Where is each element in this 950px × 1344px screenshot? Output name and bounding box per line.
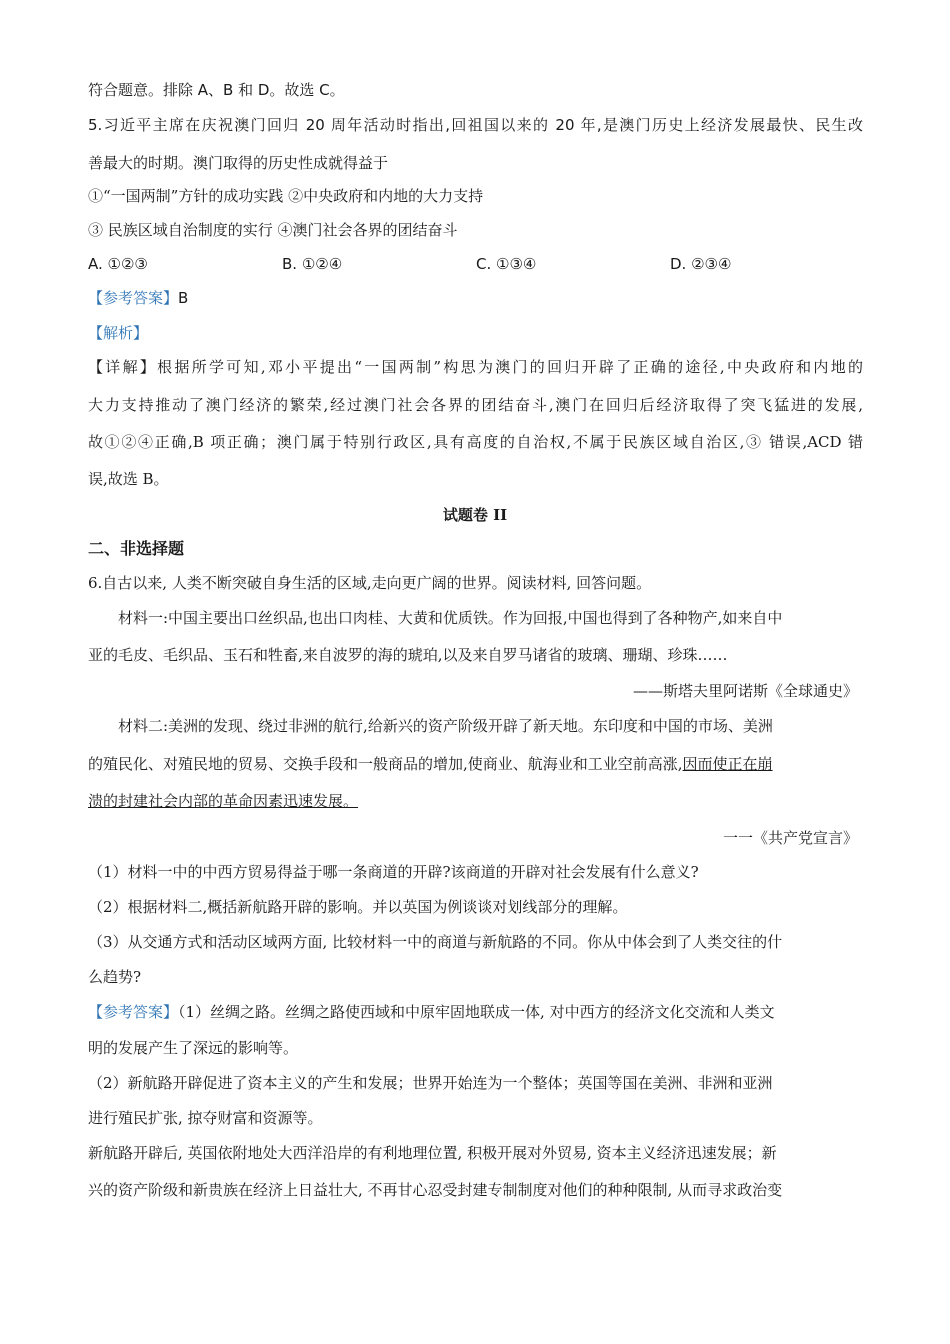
q5-stem-line-1: 5.习近平主席在庆祝澳门回归 20 周年活动时指出,回祖国以来的 20 年,是澳门历史上经济发展最快、民生改	[88, 116, 863, 134]
q5-option-a: A. ①②③	[88, 255, 148, 273]
q5-options	[88, 254, 863, 274]
part-title: 二、非选择题	[88, 539, 185, 558]
detail-text: 根据所学可知,邓小平提出“一国两制”构思为澳门的回归开辟了正确的途径,中央政府和内地的	[157, 358, 863, 376]
q6-answer-1-line-1	[88, 1002, 775, 1022]
q5-answer	[88, 288, 188, 308]
q6-subquestion-1: （1）材料一中的中西方贸易得益于哪一条商道的开辟?该商道的开辟对社会发展有什么意义?	[88, 863, 699, 881]
answer-value: B	[178, 289, 189, 307]
q5-stem-line-2: 善最大的时期。澳门取得的历史性成就得益于	[88, 154, 389, 172]
q6-answer-2-line-2: 进行殖民扩张, 掠夺财富和资源等。	[88, 1109, 323, 1127]
q6-answer-1-line-2: 明的发展产生了深远的影响等。	[88, 1039, 299, 1057]
q6-material-1-line-2: 亚的毛皮、毛织品、玉石和牲畜,来自波罗的海的琥珀,以及来自罗马诸省的玻璃、珊瑚、珍珠……	[88, 646, 728, 664]
q6-material-2-line-1: 材料二:美洲的发现、绕过非洲的航行,给新兴的资产阶级开辟了新天地。东印度和中国的市场、美洲	[118, 717, 773, 735]
q5-items-line-2: ③ 民族区域自治制度的实行 ④澳门社会各界的团结奋斗	[88, 221, 458, 239]
q5-detail-line-1	[88, 357, 863, 377]
material-2-plain-text: 的殖民化、对殖民地的贸易、交换手段和一般商品的增加,使商业、航海业和工业空前高涨,	[88, 755, 683, 773]
q6-subquestion-2: （2）根据材料二,概括新航路开辟的影响。并以英国为例谈谈对划线部分的理解。	[88, 898, 628, 916]
q6-stem: 6.自古以来, 人类不断突破自身生活的区域,走向更广阔的世界。阅读材料, 回答问题。	[88, 574, 652, 592]
q5-option-c: C. ①③④	[476, 255, 537, 273]
answer-label: 【参考答案】	[88, 289, 179, 307]
q6-answer-2-line-3: 新航路开辟后, 英国依附地处大西洋沿岸的有利地理位置, 积极开展对外贸易, 资本主义经济迅速发展；新	[88, 1144, 777, 1162]
answer-text: （1）丝绸之路。丝绸之路使西域和中原牢固地联成一体, 对中西方的经济文化交流和人类文	[178, 1003, 775, 1021]
detail-label: 【详解】	[88, 358, 158, 376]
q6-answer-2-line-1: （2）新航路开辟促进了资本主义的产生和发展；世界开始连为一个整体；英国等国在美洲、非洲和亚洲	[88, 1074, 773, 1092]
q6-material-2-line-3: 溃的封建社会内部的革命因素迅速发展。	[88, 792, 359, 810]
q5-detail-line-2: 大力支持推动了澳门经济的繁荣,经过澳门社会各界的团结奋斗,澳门在回归后经济取得了突飞猛进的发展,	[88, 396, 863, 414]
material-2-underlined-text: 因而使正在崩	[682, 755, 773, 773]
q6-material-2-source: 一一《共产党宣言》	[722, 829, 858, 847]
q6-subquestion-3-line-1: （3）从交通方式和活动区域两方面, 比较材料一中的商道与新航路的不同。你从中体会到了人类交往的什	[88, 933, 783, 951]
q6-material-1-source: ——斯塔夫里阿诺斯《全球通史》	[632, 682, 858, 700]
q4-conclusion: 符合题意。排除 A、B 和 D。故选 C。	[88, 81, 345, 99]
section-title: 试题卷 II	[442, 506, 508, 524]
q6-material-1-line-1: 材料一:中国主要出口丝织品,也出口肉桂、大黄和优质铁。作为回报,中国也得到了各种物产,如来自中	[118, 609, 783, 627]
q5-items-line-1: ①“一国两制”方针的成功实践 ②中央政府和内地的大力支持	[88, 187, 484, 205]
q5-analysis-label: 【解析】	[88, 324, 149, 342]
q5-option-b: B. ①②④	[282, 255, 343, 273]
q6-answer-2-line-4: 兴的资产阶级和新贵族在经济上日益壮大, 不再甘心忍受封建专制制度对他们的种种限制, 从而寻求政治变	[88, 1181, 783, 1199]
q6-subquestion-3-line-2: 么趋势?	[88, 968, 142, 986]
q5-option-d: D. ②③④	[670, 255, 732, 273]
answer-label: 【参考答案】	[88, 1003, 179, 1021]
q5-detail-line-4: 误,故选 B。	[88, 470, 169, 488]
q5-detail-line-3: 故①②④正确,B 项正确；澳门属于特别行政区,具有高度的自治权,不属于民族区域自治区,③ 错误,ACD 错	[88, 433, 863, 451]
q6-material-2-line-2	[88, 754, 773, 774]
